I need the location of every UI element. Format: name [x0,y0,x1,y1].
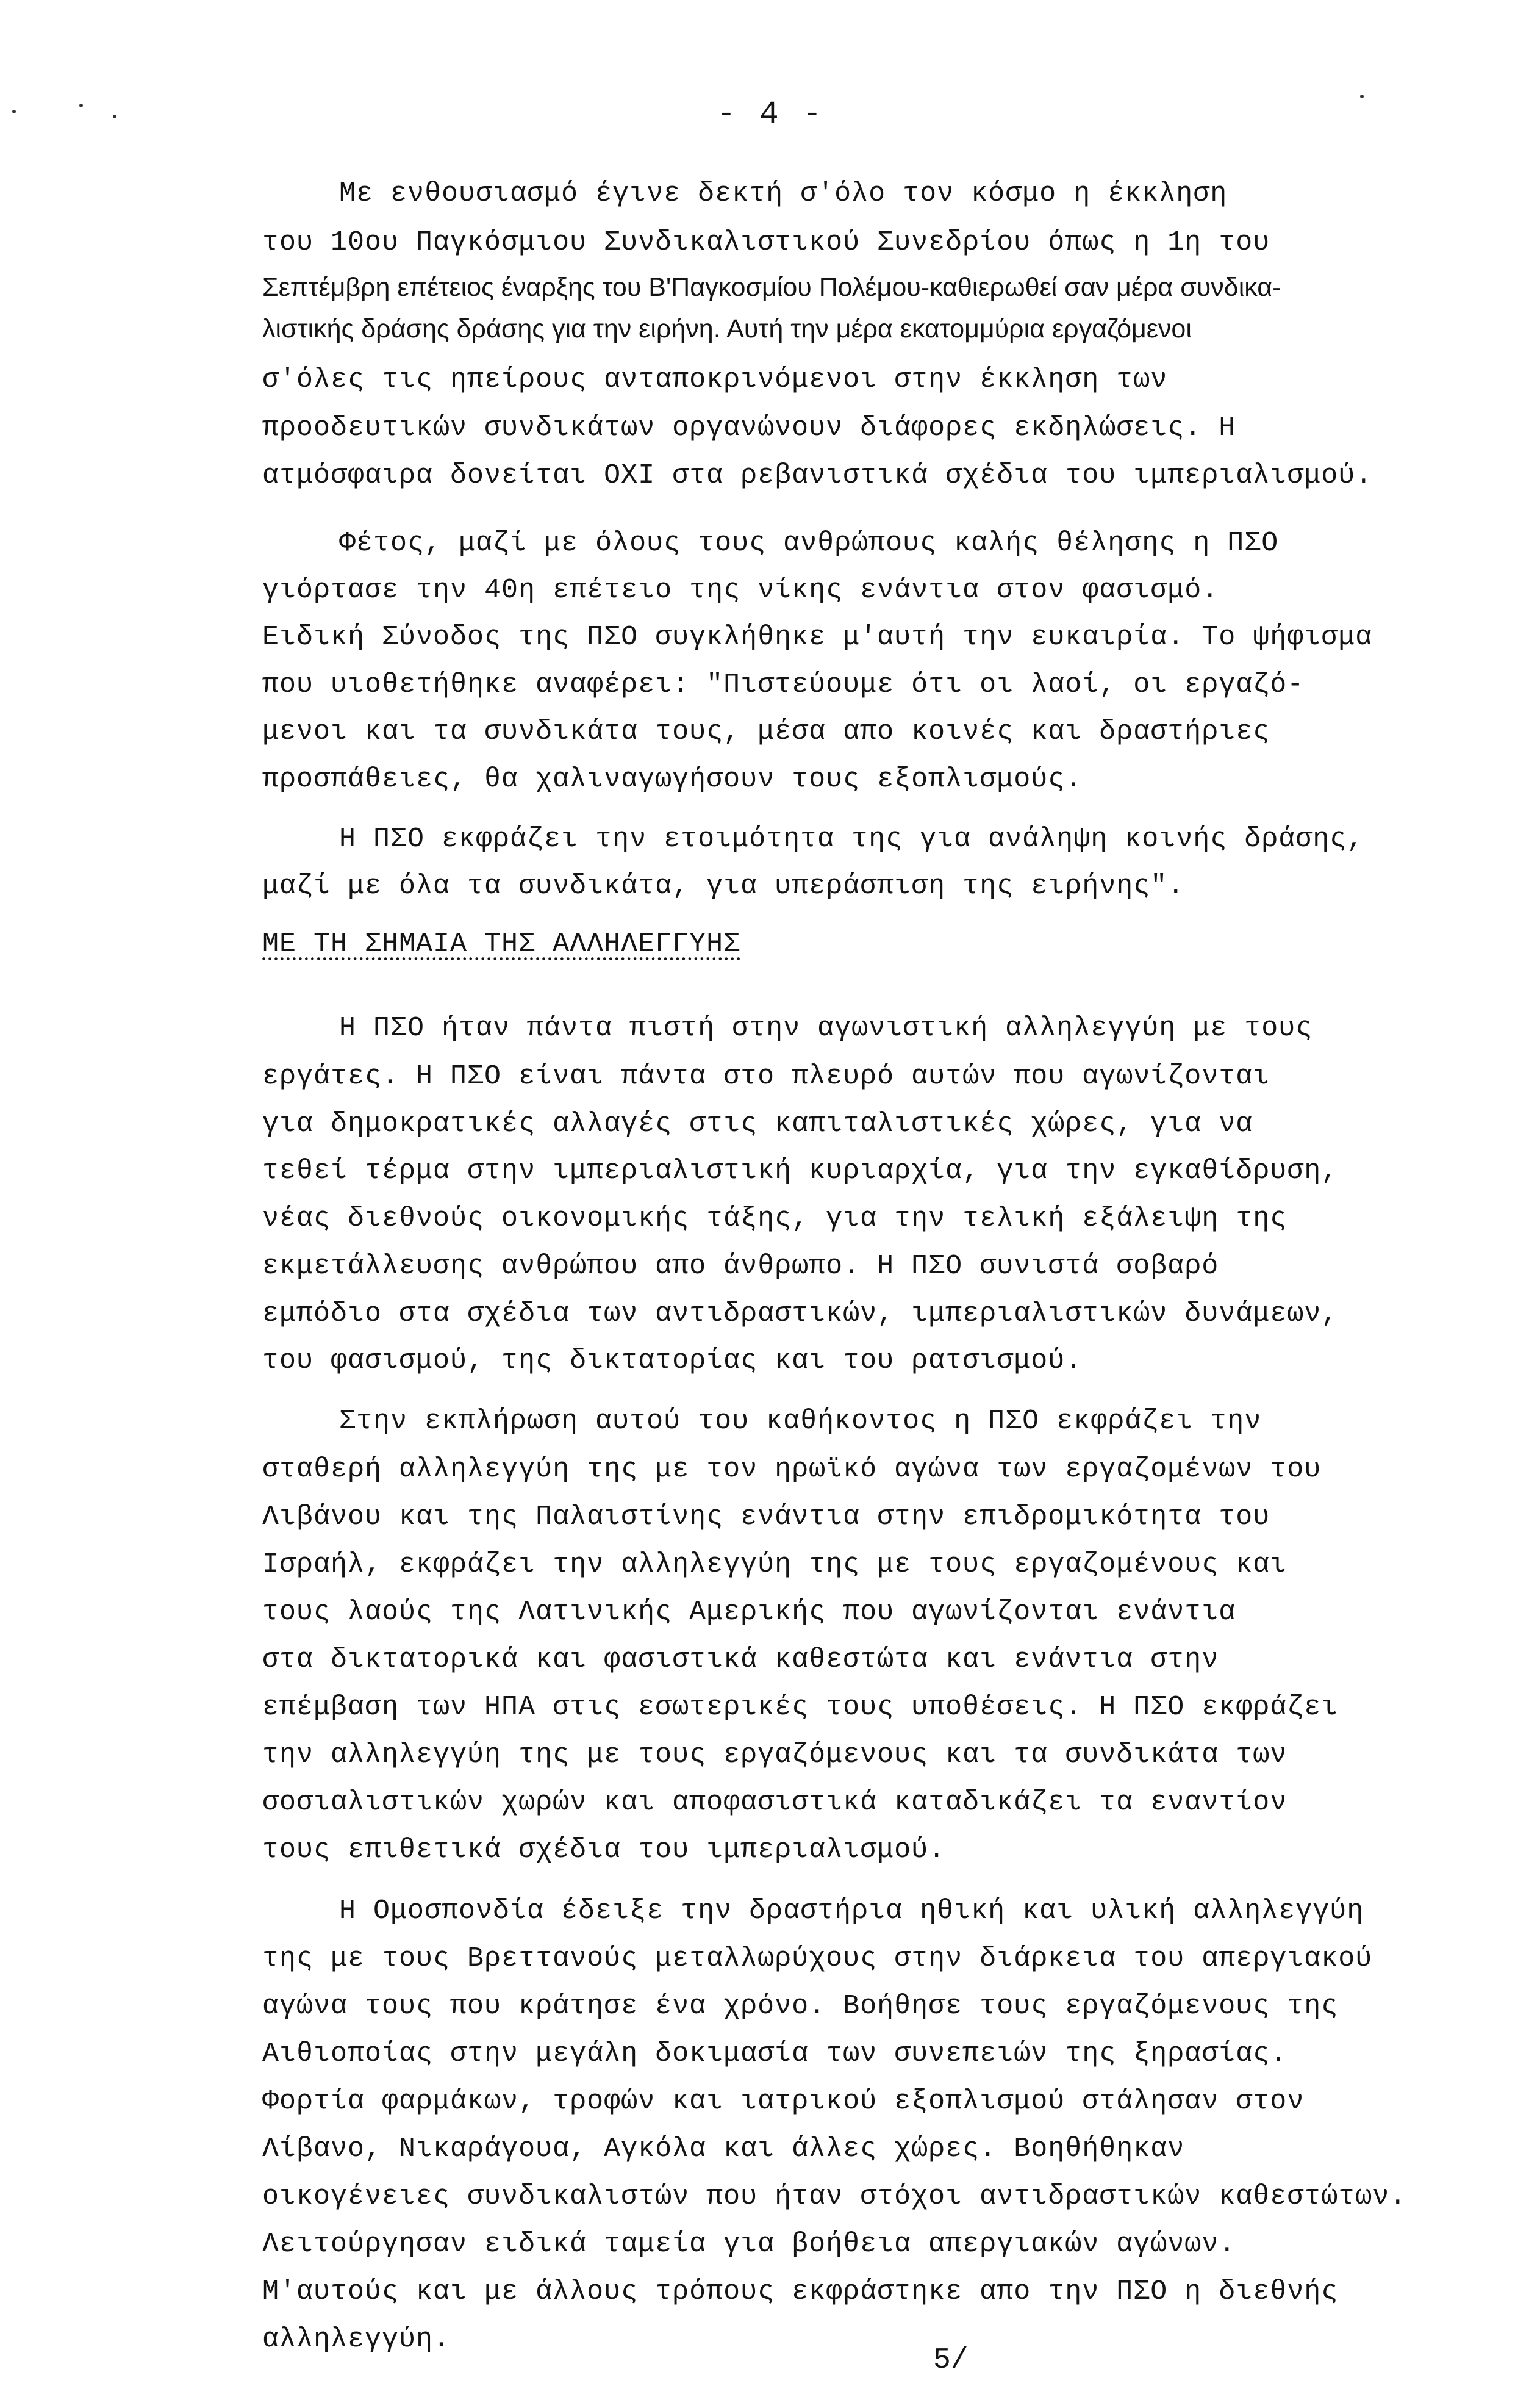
text-line: οικογένειες συνδικαλιστών που ήταν στόχοι αντιδραστικών καθεστώτων. [262,2181,1407,2212]
text-line: Στην εκπλήρωση αυτού του καθήκοντος η ΠΣΟ εκφράζει την [339,1406,1262,1437]
text-line: Λίβανο, Νικαράγουα, Αγκόλα και άλλες χώρες. Βοηθήθηκαν [262,2133,1185,2165]
text-line: του φασισμού, της δικτατορίας και του ρατσισμού. [262,1345,1083,1376]
text-line: τους επιθετικά σχέδια του ιμπεριαλισμού. [262,1834,946,1866]
text-line: μενοι και τα συνδικάτα τους, μέσα απο κοινές και δραστήριες [262,716,1270,747]
text-line: σοσιαλιστικών χωρών και αποφασιστικά καταδικάζει τα εναντίον [262,1787,1288,1818]
text-line: την αλληλεγγύη της με τους εργαζόμενους και τα συνδικάτα των [262,1739,1288,1770]
text-line: Αιθιοποίας στην μεγάλη δοκιμασία των συνεπειών της ξηρασίας. [262,2038,1288,2069]
text-line: Η Ομοσπονδία έδειξε την δραστήρια ηθική και υλική αλληλεγγύη [339,1896,1364,1927]
text-line: τεθεί τέρμα στην ιμπεριαλιστική κυριαρχία, για την εγκαθίδρυση, [262,1155,1339,1187]
text-line: εργάτες. Η ΠΣΟ είναι πάντα στο πλευρό αυτών που αγωνίζονται [262,1061,1270,1092]
text-line: Με ενθουσιασμό έγινε δεκτή σ'όλο τον κόσμο η έκκληση [339,178,1228,209]
continuation-page-mark: 5/ [933,2344,969,2377]
text-line: Μ'αυτούς και με άλλους τρόπους εκφράστηκε απο την ΠΣΟ η διεθνής [262,2276,1339,2307]
scan-speck [12,110,16,113]
scan-speck [113,115,116,118]
text-line: Ισραήλ, εκφράζει την αλληλεγγύη της με τους εργαζομένους και [262,1549,1288,1580]
text-line: τους λαούς της Λατινικής Αμερικής που αγωνίζονται ενάντια [262,1597,1236,1628]
text-line: ατμόσφαιρα δονείται ΟΧΙ στα ρεβανιστικά σχέδια του ιμπεριαλισμού. [262,460,1373,491]
text-line: λιστικής δράσης δράσης για την ειρήνη. Αυτή την μέρα εκατομμύρια εργαζόμενοι [262,314,1192,343]
text-line: σ'όλες τις ηπείρους ανταποκρινόμενοι στην έκκληση των [262,364,1168,395]
text-line: επέμβαση των ΗΠΑ στις εσωτερικές τους υποθέσεις. Η ΠΣΟ εκφράζει [262,1692,1339,1723]
text-line: για δημοκρατικές αλλαγές στις καπιταλιστικές χώρες, για να [262,1109,1253,1140]
text-line: της με τους Βρεττανούς μεταλλωρύχους στην διάρκεια του απεργιακού [262,1943,1373,1974]
text-line: αγώνα τους που κράτησε ένα χρόνο. Βοήθησε τους εργαζόμενους της [262,1991,1339,2022]
text-line: μαζί με όλα τα συνδικάτα, για υπεράσπιση της ειρήνης". [262,871,1185,902]
text-line: Σεπτέμβρη επέτειος έναρξης του Β'Παγκοσμίου Πολέμου-καθιερωθεί σαν μέρα συνδικα- [262,273,1281,302]
text-line: Η ΠΣΟ εκφράζει την ετοιμότητα της για ανάληψη κοινής δράσης, [339,824,1364,855]
scan-speck [79,104,83,107]
section-heading: ΜΕ ΤΗ ΣΗΜΑΙΑ ΤΗΣ ΑΛΛΗΛΕΓΓΥΗΣ [262,929,741,960]
page-number: - 4 - [717,96,825,132]
text-line: Ειδική Σύνοδος της ΠΣΟ συγκλήθηκε μ'αυτή την ευκαιρία. Το ψήφισμα [262,622,1373,653]
text-line: Λιβάνου και της Παλαιστίνης ενάντια στην επιδρομικότητα του [262,1501,1270,1533]
text-line: Φέτος, μαζί με όλους τους ανθρώπους καλής θέλησης η ΠΣΟ [339,528,1279,559]
text-line: Η ΠΣΟ ήταν πάντα πιστή στην αγωνιστική αλληλεγγύη με τους [339,1013,1313,1044]
text-line: εκμετάλλευσης ανθρώπου απο άνθρωπο. Η ΠΣΟ συνιστά σοβαρό [262,1251,1219,1282]
text-line: Λειτούργησαν ειδικά ταμεία για βοήθεια απεργιακών αγώνων. [262,2229,1236,2260]
text-line: προσπάθειες, θα χαλιναγωγήσουν τους εξοπλισμούς. [262,764,1083,795]
text-line: του 10ου Παγκόσμιου Συνδικαλιστικού Συνεδρίου όπως η 1η του [262,227,1270,258]
text-line: στα δικτατορικά και φασιστικά καθεστώτα και ενάντια στην [262,1644,1219,1675]
scan-speck [1360,95,1364,98]
text-line: αλληλεγγύη. [262,2324,451,2355]
text-line: προοδευτικών συνδικάτων οργανώνουν διάφορες εκδηλώσεις. Η [262,412,1236,444]
text-line: εμπόδιο στα σχέδια των αντιδραστικών, ιμπεριαλιστικών δυνάμεων, [262,1298,1339,1329]
text-line: γιόρτασε την 40η επέτειο της νίκης ενάντια στον φασισμό. [262,575,1219,606]
text-line: νέας διεθνούς οικονομικής τάξης, για την τελική εξάλειψη της [262,1203,1288,1234]
text-line: που υιοθετήθηκε αναφέρει: "Πιστεύουμε ότι οι λαοί, οι εργαζό- [262,669,1305,700]
text-line: σταθερή αλληλεγγύη της με τον ηρωϊκό αγώνα των εργαζομένων του [262,1454,1322,1485]
text-line: Φορτία φαρμάκων, τροφών και ιατρικού εξοπλισμού στάλησαν στον [262,2086,1305,2117]
